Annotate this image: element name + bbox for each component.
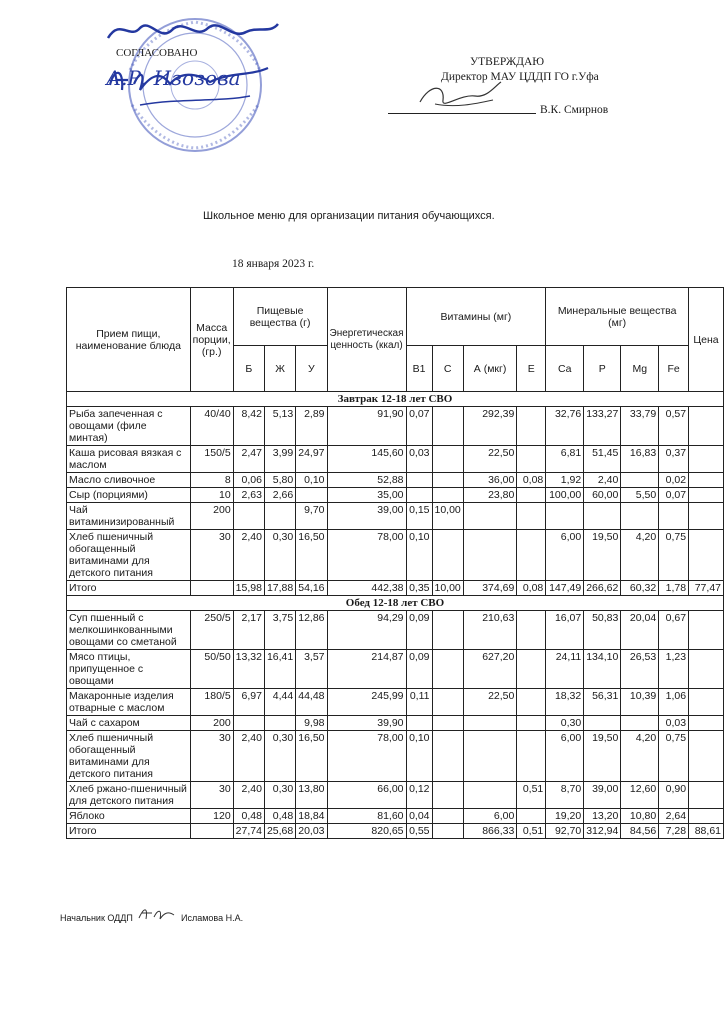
- total-value: 84,56: [621, 824, 659, 839]
- value-cell: 91,90: [327, 407, 406, 446]
- total-label: Итого: [67, 581, 191, 596]
- value-cell: [689, 782, 724, 809]
- value-cell: 18,32: [546, 689, 584, 716]
- section-title: Завтрак 12-18 лет СВО: [67, 392, 724, 407]
- total-row-breakfast: [67, 581, 724, 596]
- value-cell: 627,20: [463, 650, 517, 689]
- header-c: С: [432, 346, 463, 392]
- dish-name-cell: Рыба запеченная с овощами (филе минтая): [67, 407, 191, 446]
- value-cell: 9,98: [296, 716, 327, 731]
- value-cell: 0,30: [546, 716, 584, 731]
- value-cell: 30: [190, 782, 233, 809]
- value-cell: 16,07: [546, 611, 584, 650]
- header-price: Цена: [689, 288, 724, 392]
- total-label: Итого: [67, 824, 191, 839]
- document-date: 18 января 2023 г.: [232, 258, 315, 270]
- value-cell: 10,80: [621, 809, 659, 824]
- value-cell: [463, 716, 517, 731]
- value-cell: 0,37: [659, 446, 689, 473]
- total-value: 374,69: [463, 581, 517, 596]
- value-cell: 16,50: [296, 731, 327, 782]
- dish-name-cell: Чай витаминизированный: [67, 503, 191, 530]
- section-title: Обед 12-18 лет СВО: [67, 596, 724, 611]
- value-cell: 32,76: [546, 407, 584, 446]
- total-value: 866,33: [463, 824, 517, 839]
- value-cell: [517, 488, 546, 503]
- total-value: 27,74: [233, 824, 264, 839]
- value-cell: [432, 407, 463, 446]
- value-cell: 0,07: [406, 407, 432, 446]
- value-cell: 0,30: [264, 731, 295, 782]
- value-cell: 19,50: [584, 530, 621, 581]
- total-value: 15,98: [233, 581, 264, 596]
- value-cell: [517, 530, 546, 581]
- value-cell: 1,92: [546, 473, 584, 488]
- table-row: [67, 446, 724, 473]
- total-value: 0,08: [517, 581, 546, 596]
- section-row-breakfast: [67, 392, 724, 407]
- value-cell: [432, 611, 463, 650]
- value-cell: 0,57: [659, 407, 689, 446]
- dish-name-cell: Макаронные изделия отварные с маслом: [67, 689, 191, 716]
- approval-right-position: Директор МАУ ЦДДП ГО г.Уфа: [441, 71, 599, 83]
- value-cell: [621, 503, 659, 530]
- value-cell: 13,80: [296, 782, 327, 809]
- total-value: 0,51: [517, 824, 546, 839]
- value-cell: [406, 488, 432, 503]
- value-cell: [689, 611, 724, 650]
- value-cell: [689, 650, 724, 689]
- value-cell: 2,64: [659, 809, 689, 824]
- dish-name-cell: Хлеб пшеничный обогащенный витаминами для детского питания: [67, 731, 191, 782]
- value-cell: 0,48: [264, 809, 295, 824]
- value-cell: 145,60: [327, 446, 406, 473]
- total-value: 1,78: [659, 581, 689, 596]
- value-cell: 0,06: [233, 473, 264, 488]
- value-cell: [517, 650, 546, 689]
- value-cell: [296, 488, 327, 503]
- value-cell: 13,20: [584, 809, 621, 824]
- value-cell: [584, 503, 621, 530]
- value-cell: 24,11: [546, 650, 584, 689]
- total-value: 0,55: [406, 824, 432, 839]
- header-ca: Ca: [546, 346, 584, 392]
- value-cell: 245,99: [327, 689, 406, 716]
- value-cell: 4,44: [264, 689, 295, 716]
- value-cell: 50,83: [584, 611, 621, 650]
- value-cell: 36,00: [463, 473, 517, 488]
- dish-name-cell: Суп пшенный с мелкошинкованными овощами со сметаной: [67, 611, 191, 650]
- value-cell: 0,90: [659, 782, 689, 809]
- value-cell: 0,10: [296, 473, 327, 488]
- menu-table-body: [67, 392, 724, 839]
- value-cell: [432, 731, 463, 782]
- value-cell: [406, 716, 432, 731]
- value-cell: 292,39: [463, 407, 517, 446]
- header-meal: Прием пищи, наименование блюда: [67, 288, 191, 392]
- value-cell: 250/5: [190, 611, 233, 650]
- value-cell: [517, 809, 546, 824]
- value-cell: 0,48: [233, 809, 264, 824]
- value-cell: 9,70: [296, 503, 327, 530]
- value-cell: 94,29: [327, 611, 406, 650]
- value-cell: 0,08: [517, 473, 546, 488]
- value-cell: 2,40: [233, 530, 264, 581]
- total-value: 820,65: [327, 824, 406, 839]
- value-cell: 19,50: [584, 731, 621, 782]
- footer-position: Начальник ОДДП: [60, 913, 133, 923]
- value-cell: 10,39: [621, 689, 659, 716]
- total-value: 92,70: [546, 824, 584, 839]
- value-cell: 134,10: [584, 650, 621, 689]
- value-cell: 210,63: [463, 611, 517, 650]
- header-e: Е: [517, 346, 546, 392]
- value-cell: 4,20: [621, 530, 659, 581]
- value-cell: 100,00: [546, 488, 584, 503]
- header-mass: Масса порции, (гр.): [190, 288, 233, 392]
- value-cell: 16,41: [264, 650, 295, 689]
- table-row: [67, 503, 724, 530]
- total-row-lunch: [67, 824, 724, 839]
- value-cell: [689, 731, 724, 782]
- header-minerals: Минеральные вещества (мг): [546, 288, 689, 346]
- dish-name-cell: Чай с сахаром: [67, 716, 191, 731]
- dish-name-cell: Масло сливочное: [67, 473, 191, 488]
- value-cell: 8,70: [546, 782, 584, 809]
- dish-name-cell: Сыр (порциями): [67, 488, 191, 503]
- value-cell: [517, 407, 546, 446]
- director-signature-icon: [415, 74, 505, 114]
- total-value: [190, 824, 233, 839]
- value-cell: 6,97: [233, 689, 264, 716]
- value-cell: [584, 716, 621, 731]
- header-vitamins: Витамины (мг): [406, 288, 546, 346]
- signature-line: [388, 113, 536, 114]
- value-cell: 0,04: [406, 809, 432, 824]
- value-cell: 2,66: [264, 488, 295, 503]
- value-cell: [432, 782, 463, 809]
- value-cell: 78,00: [327, 731, 406, 782]
- value-cell: 6,81: [546, 446, 584, 473]
- total-value: 10,00: [432, 581, 463, 596]
- value-cell: 16,83: [621, 446, 659, 473]
- value-cell: 12,86: [296, 611, 327, 650]
- value-cell: 150/5: [190, 446, 233, 473]
- value-cell: [689, 530, 724, 581]
- total-value: 7,28: [659, 824, 689, 839]
- value-cell: [689, 488, 724, 503]
- value-cell: 0,02: [659, 473, 689, 488]
- table-row: [67, 716, 724, 731]
- value-cell: 200: [190, 503, 233, 530]
- table-row: [67, 407, 724, 446]
- total-value: 54,16: [296, 581, 327, 596]
- value-cell: 2,17: [233, 611, 264, 650]
- dish-name-cell: Мясо птицы, припущенное с овощами: [67, 650, 191, 689]
- value-cell: [517, 611, 546, 650]
- value-cell: 3,57: [296, 650, 327, 689]
- value-cell: 2,63: [233, 488, 264, 503]
- table-row: [67, 689, 724, 716]
- value-cell: 6,00: [463, 809, 517, 824]
- value-cell: [517, 716, 546, 731]
- value-cell: 44,48: [296, 689, 327, 716]
- value-cell: 3,99: [264, 446, 295, 473]
- value-cell: [463, 731, 517, 782]
- header-b: Б: [233, 346, 264, 392]
- value-cell: [406, 473, 432, 488]
- value-cell: 1,06: [659, 689, 689, 716]
- value-cell: [689, 809, 724, 824]
- value-cell: 30: [190, 731, 233, 782]
- header-mg: Mg: [621, 346, 659, 392]
- value-cell: 60,00: [584, 488, 621, 503]
- value-cell: 0,30: [264, 782, 295, 809]
- value-cell: 5,80: [264, 473, 295, 488]
- value-cell: 1,23: [659, 650, 689, 689]
- value-cell: 40/40: [190, 407, 233, 446]
- header-b1: В1: [406, 346, 432, 392]
- value-cell: 33,79: [621, 407, 659, 446]
- header-p: P: [584, 346, 621, 392]
- table-row: [67, 650, 724, 689]
- value-cell: 6,00: [546, 530, 584, 581]
- value-cell: [233, 716, 264, 731]
- value-cell: 0,09: [406, 650, 432, 689]
- header-zh: Ж: [264, 346, 295, 392]
- value-cell: [689, 503, 724, 530]
- value-cell: [546, 503, 584, 530]
- value-cell: 39,90: [327, 716, 406, 731]
- value-cell: [432, 689, 463, 716]
- value-cell: 19,20: [546, 809, 584, 824]
- value-cell: [517, 731, 546, 782]
- value-cell: 0,51: [517, 782, 546, 809]
- value-cell: 200: [190, 716, 233, 731]
- value-cell: 52,88: [327, 473, 406, 488]
- header-energy: Энергетическая ценность (ккал): [327, 288, 406, 392]
- value-cell: [621, 473, 659, 488]
- value-cell: 51,45: [584, 446, 621, 473]
- total-value: 20,03: [296, 824, 327, 839]
- value-cell: 22,50: [463, 446, 517, 473]
- value-cell: 66,00: [327, 782, 406, 809]
- value-cell: 39,00: [327, 503, 406, 530]
- value-cell: [463, 530, 517, 581]
- total-value: 266,62: [584, 581, 621, 596]
- value-cell: 0,03: [659, 716, 689, 731]
- value-cell: 120: [190, 809, 233, 824]
- value-cell: 20,04: [621, 611, 659, 650]
- value-cell: [264, 503, 295, 530]
- value-cell: 0,09: [406, 611, 432, 650]
- table-row: [67, 611, 724, 650]
- value-cell: 2,40: [233, 731, 264, 782]
- dish-name-cell: Хлеб пшеничный обогащенный витаминами для детского питания: [67, 530, 191, 581]
- footer-name: Исламова Н.А.: [181, 913, 244, 923]
- value-cell: 26,53: [621, 650, 659, 689]
- value-cell: 13,32: [233, 650, 264, 689]
- approval-left-signature: А.Р. Изозова: [106, 66, 241, 90]
- value-cell: [432, 650, 463, 689]
- value-cell: 0,75: [659, 530, 689, 581]
- value-cell: [432, 446, 463, 473]
- value-cell: 5,50: [621, 488, 659, 503]
- table-row: [67, 782, 724, 809]
- table-row: [67, 473, 724, 488]
- dish-name-cell: Хлеб ржано-пшеничный для детского питания: [67, 782, 191, 809]
- value-cell: [517, 503, 546, 530]
- value-cell: 24,97: [296, 446, 327, 473]
- total-value: 60,32: [621, 581, 659, 596]
- value-cell: [432, 716, 463, 731]
- footer-signature-icon: [136, 903, 178, 925]
- table-row: [67, 488, 724, 503]
- total-value: 77,47: [689, 581, 724, 596]
- document-title: Школьное меню для организации питания обучающихся.: [203, 210, 495, 222]
- value-cell: [463, 782, 517, 809]
- value-cell: 16,50: [296, 530, 327, 581]
- menu-table: [66, 287, 724, 839]
- value-cell: 6,00: [546, 731, 584, 782]
- value-cell: [517, 689, 546, 716]
- table-row: [67, 530, 724, 581]
- header-a: А (мкг): [463, 346, 517, 392]
- value-cell: 2,40: [584, 473, 621, 488]
- value-cell: 2,89: [296, 407, 327, 446]
- value-cell: [689, 716, 724, 731]
- value-cell: 214,87: [327, 650, 406, 689]
- value-cell: [689, 689, 724, 716]
- value-cell: 0,07: [659, 488, 689, 503]
- value-cell: 0,10: [406, 530, 432, 581]
- total-value: 25,68: [264, 824, 295, 839]
- value-cell: 30: [190, 530, 233, 581]
- value-cell: 0,10: [406, 731, 432, 782]
- value-cell: [432, 488, 463, 503]
- value-cell: 12,60: [621, 782, 659, 809]
- value-cell: 8,42: [233, 407, 264, 446]
- value-cell: 0,03: [406, 446, 432, 473]
- header-u: У: [296, 346, 327, 392]
- value-cell: 0,15: [406, 503, 432, 530]
- value-cell: [432, 530, 463, 581]
- value-cell: [689, 446, 724, 473]
- value-cell: [233, 503, 264, 530]
- total-value: 442,38: [327, 581, 406, 596]
- value-cell: 23,80: [463, 488, 517, 503]
- value-cell: 18,84: [296, 809, 327, 824]
- value-cell: 10,00: [432, 503, 463, 530]
- value-cell: 0,30: [264, 530, 295, 581]
- value-cell: [517, 446, 546, 473]
- value-cell: 5,13: [264, 407, 295, 446]
- value-cell: [689, 407, 724, 446]
- value-cell: 8: [190, 473, 233, 488]
- total-value: 0,35: [406, 581, 432, 596]
- value-cell: 3,75: [264, 611, 295, 650]
- value-cell: 2,47: [233, 446, 264, 473]
- dish-name-cell: Яблоко: [67, 809, 191, 824]
- value-cell: 180/5: [190, 689, 233, 716]
- section-row-lunch: [67, 596, 724, 611]
- value-cell: [432, 473, 463, 488]
- table-row: [67, 809, 724, 824]
- approval-stamp-left: [100, 10, 290, 160]
- approval-right-label: УТВЕРЖДАЮ: [470, 56, 545, 68]
- total-value: 17,88: [264, 581, 295, 596]
- value-cell: [659, 503, 689, 530]
- value-cell: 81,60: [327, 809, 406, 824]
- value-cell: 2,40: [233, 782, 264, 809]
- value-cell: 56,31: [584, 689, 621, 716]
- value-cell: [432, 809, 463, 824]
- value-cell: [689, 473, 724, 488]
- value-cell: 0,11: [406, 689, 432, 716]
- value-cell: 0,12: [406, 782, 432, 809]
- value-cell: [621, 716, 659, 731]
- value-cell: 22,50: [463, 689, 517, 716]
- total-value: 88,61: [689, 824, 724, 839]
- value-cell: 39,00: [584, 782, 621, 809]
- value-cell: 0,67: [659, 611, 689, 650]
- value-cell: 133,27: [584, 407, 621, 446]
- approval-left-label: СОГЛАСОВАНО: [116, 47, 198, 59]
- total-value: [432, 824, 463, 839]
- approval-right-name: В.К. Смирнов: [540, 104, 609, 116]
- value-cell: [463, 503, 517, 530]
- value-cell: 4,20: [621, 731, 659, 782]
- value-cell: 10: [190, 488, 233, 503]
- value-cell: 50/50: [190, 650, 233, 689]
- value-cell: 35,00: [327, 488, 406, 503]
- header-nutrients: Пищевые вещества (г): [233, 288, 327, 346]
- value-cell: 0,75: [659, 731, 689, 782]
- total-value: 147,49: [546, 581, 584, 596]
- total-value: 312,94: [584, 824, 621, 839]
- value-cell: [264, 716, 295, 731]
- value-cell: 78,00: [327, 530, 406, 581]
- dish-name-cell: Каша рисовая вязкая с маслом: [67, 446, 191, 473]
- table-row: [67, 731, 724, 782]
- header-fe: Fe: [659, 346, 689, 392]
- total-value: [190, 581, 233, 596]
